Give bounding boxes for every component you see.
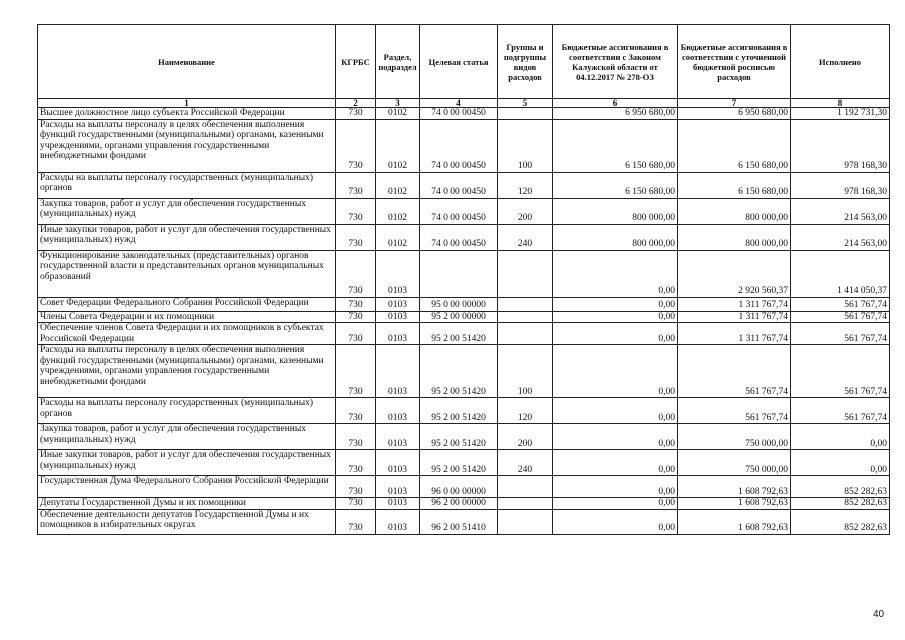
row-group — [498, 297, 553, 311]
row-target: 74 0 00 00450 — [420, 198, 498, 224]
table-row — [38, 172, 890, 198]
row-group — [498, 476, 553, 498]
header-target: Целевая статья — [420, 25, 498, 99]
row-executed: 214 563,00 — [791, 224, 890, 250]
row-target: 96 2 00 00000 — [420, 498, 498, 510]
row-target: 95 2 00 00000 — [420, 311, 498, 323]
row-name: Закупка товаров, работ и услуг для обеспечения государственных (муниципальных) нужд — [38, 198, 336, 224]
row-executed: 1 414 050,37 — [791, 250, 890, 297]
row-executed: 978 168,30 — [791, 119, 890, 172]
page-number: 40 — [873, 609, 885, 620]
row-budget-refined: 1 311 767,74 — [678, 297, 791, 311]
row-section: 0103 — [376, 509, 420, 534]
row-budget-law: 0,00 — [553, 345, 678, 398]
budget-table — [37, 24, 890, 535]
row-budget-law: 0,00 — [553, 509, 678, 534]
row-target: 95 2 00 51420 — [420, 345, 498, 398]
table-row — [38, 311, 890, 323]
row-budget-law: 800 000,00 — [553, 198, 678, 224]
table-row — [38, 224, 890, 250]
row-budget-law: 6 950 680,00 — [553, 108, 678, 120]
column-number: 8 — [791, 99, 890, 108]
row-name: Обеспечение деятельности депутатов Государственной Думы и их помощников в избирательных округах — [38, 509, 336, 534]
row-section: 0103 — [376, 398, 420, 424]
header-section: Раздел, подраздел — [376, 25, 420, 99]
row-executed: 852 282,63 — [791, 509, 890, 534]
header-budget-refined: Бюджетные ассигнования в соответствии с уточненной бюджетной росписью расходов — [678, 25, 791, 99]
row-executed: 978 168,30 — [791, 172, 890, 198]
row-section: 0103 — [376, 311, 420, 323]
row-target: 95 2 00 51420 — [420, 398, 498, 424]
row-name: Обеспечение членов Совета Федерации и их помощников в субъектах Российской Федерации — [38, 323, 336, 345]
row-budget-refined: 561 767,74 — [678, 345, 791, 398]
row-target: 96 2 00 51410 — [420, 509, 498, 534]
row-name: Высшее должностное лицо субъекта Российской Федерации — [38, 108, 336, 120]
row-name: Расходы на выплаты персоналу в целях обеспечения выполнения функций государственными (муниципальными) органами, казенными учреждениями, органами управления государственными внебюджетными фондами — [38, 119, 336, 172]
row-target: 74 0 00 00450 — [420, 108, 498, 120]
header-kgrbs: КГРБС — [336, 25, 376, 99]
column-number-row — [38, 99, 890, 108]
row-target: 74 0 00 00450 — [420, 119, 498, 172]
row-kgrbs: 730 — [336, 311, 376, 323]
row-budget-law: 0,00 — [553, 398, 678, 424]
table-body — [38, 99, 890, 535]
row-group — [498, 250, 553, 297]
row-group: 100 — [498, 345, 553, 398]
table-row — [38, 198, 890, 224]
table-row — [38, 323, 890, 345]
row-kgrbs: 730 — [336, 119, 376, 172]
row-target: 95 2 00 51420 — [420, 450, 498, 476]
row-group — [498, 323, 553, 345]
column-number: 3 — [376, 99, 420, 108]
row-target: 74 0 00 00450 — [420, 224, 498, 250]
row-executed: 852 282,63 — [791, 498, 890, 510]
row-kgrbs: 730 — [336, 297, 376, 311]
row-kgrbs: 730 — [336, 498, 376, 510]
row-target: 95 2 00 51420 — [420, 323, 498, 345]
row-group — [498, 108, 553, 120]
row-target: 95 2 00 51420 — [420, 424, 498, 450]
row-kgrbs: 730 — [336, 345, 376, 398]
column-number: 6 — [553, 99, 678, 108]
row-group: 200 — [498, 198, 553, 224]
row-target — [420, 250, 498, 297]
table-row — [38, 398, 890, 424]
header-row — [38, 25, 890, 99]
row-group — [498, 311, 553, 323]
row-executed: 561 767,74 — [791, 323, 890, 345]
row-section: 0102 — [376, 119, 420, 172]
row-group — [498, 509, 553, 534]
row-kgrbs: 730 — [336, 198, 376, 224]
row-target: 95 0 00 00000 — [420, 297, 498, 311]
row-budget-refined: 2 920 560,37 — [678, 250, 791, 297]
row-section: 0103 — [376, 498, 420, 510]
row-kgrbs: 730 — [336, 509, 376, 534]
row-section: 0102 — [376, 172, 420, 198]
column-number: 5 — [498, 99, 553, 108]
row-executed: 0,00 — [791, 424, 890, 450]
row-budget-refined: 750 000,00 — [678, 450, 791, 476]
table-row — [38, 345, 890, 398]
row-budget-law: 800 000,00 — [553, 224, 678, 250]
row-budget-law: 0,00 — [553, 311, 678, 323]
row-budget-law: 0,00 — [553, 424, 678, 450]
row-budget-refined: 1 608 792,63 — [678, 498, 791, 510]
row-budget-law: 0,00 — [553, 476, 678, 498]
row-name: Депутаты Государственной Думы и их помощники — [38, 498, 336, 510]
row-name: Расходы на выплаты персоналу в целях обеспечения выполнения функций государственными (муниципальными) органами, казенными учреждениями, органами управления государственными внебюджетными фондами — [38, 345, 336, 398]
row-section: 0103 — [376, 250, 420, 297]
row-budget-refined: 750 000,00 — [678, 424, 791, 450]
row-budget-law: 0,00 — [553, 323, 678, 345]
row-kgrbs: 730 — [336, 250, 376, 297]
row-kgrbs: 730 — [336, 476, 376, 498]
row-section: 0103 — [376, 424, 420, 450]
row-section: 0103 — [376, 297, 420, 311]
row-section: 0103 — [376, 450, 420, 476]
row-name: Члены Совета Федерации и их помощники — [38, 311, 336, 323]
row-budget-refined: 1 311 767,74 — [678, 311, 791, 323]
row-name: Расходы на выплаты персоналу государственных (муниципальных) органов — [38, 398, 336, 424]
row-executed: 561 767,74 — [791, 398, 890, 424]
row-name: Функционирование законодательных (представительных) органов государственной власти и представительных органов муниципальных образований — [38, 250, 336, 297]
row-name: Закупка товаров, работ и услуг для обеспечения государственных (муниципальных) нужд — [38, 424, 336, 450]
row-budget-refined: 800 000,00 — [678, 224, 791, 250]
row-section: 0103 — [376, 323, 420, 345]
row-name: Расходы на выплаты персоналу государственных (муниципальных) органов — [38, 172, 336, 198]
row-budget-refined: 6 950 680,00 — [678, 108, 791, 120]
header-executed: Исполнено — [791, 25, 890, 99]
row-group: 100 — [498, 119, 553, 172]
row-executed: 852 282,63 — [791, 476, 890, 498]
row-name: Иные закупки товаров, работ и услуг для обеспечения государственных (муниципальных) нужд — [38, 450, 336, 476]
table-row — [38, 476, 890, 498]
table-row — [38, 108, 890, 120]
row-executed: 561 767,74 — [791, 311, 890, 323]
row-budget-refined: 1 608 792,63 — [678, 476, 791, 498]
row-section: 0102 — [376, 108, 420, 120]
row-group: 120 — [498, 172, 553, 198]
row-group — [498, 498, 553, 510]
row-kgrbs: 730 — [336, 224, 376, 250]
header-budget-law: Бюджетные ассигнования в соответствии с Законом Калужской области от 04.12.2017 № 278-ОЗ — [553, 25, 678, 99]
row-budget-law: 0,00 — [553, 297, 678, 311]
row-target: 74 0 00 00450 — [420, 172, 498, 198]
row-budget-refined: 1 608 792,63 — [678, 509, 791, 534]
row-section: 0102 — [376, 198, 420, 224]
row-kgrbs: 730 — [336, 108, 376, 120]
row-section: 0103 — [376, 476, 420, 498]
row-executed: 0,00 — [791, 450, 890, 476]
header-name: Наименование — [38, 25, 336, 99]
row-budget-law: 0,00 — [553, 498, 678, 510]
row-budget-law: 0,00 — [553, 450, 678, 476]
row-executed: 1 192 731,30 — [791, 108, 890, 120]
row-executed: 561 767,74 — [791, 345, 890, 398]
row-budget-refined: 561 767,74 — [678, 398, 791, 424]
row-name: Иные закупки товаров, работ и услуг для обеспечения государственных (муниципальных) нужд — [38, 224, 336, 250]
row-budget-refined: 6 150 680,00 — [678, 119, 791, 172]
table-row — [38, 450, 890, 476]
row-budget-law: 0,00 — [553, 250, 678, 297]
row-budget-refined: 1 311 767,74 — [678, 323, 791, 345]
row-name: Государственная Дума Федерального Собрания Российской Федерации — [38, 476, 336, 498]
header-groups: Группы и подгруппы видов расходов — [498, 25, 553, 99]
table-row — [38, 509, 890, 534]
row-group: 240 — [498, 224, 553, 250]
row-kgrbs: 730 — [336, 450, 376, 476]
table-row — [38, 498, 890, 510]
table-row — [38, 119, 890, 172]
row-executed: 214 563,00 — [791, 198, 890, 224]
row-budget-law: 6 150 680,00 — [553, 172, 678, 198]
row-section: 0103 — [376, 345, 420, 398]
column-number: 2 — [336, 99, 376, 108]
row-group: 240 — [498, 450, 553, 476]
row-section: 0102 — [376, 224, 420, 250]
row-name: Совет Федерации Федерального Собрания Российской Федерации — [38, 297, 336, 311]
row-executed: 561 767,74 — [791, 297, 890, 311]
row-kgrbs: 730 — [336, 424, 376, 450]
table-row — [38, 250, 890, 297]
column-number: 4 — [420, 99, 498, 108]
row-budget-refined: 800 000,00 — [678, 198, 791, 224]
row-group: 120 — [498, 398, 553, 424]
row-budget-refined: 6 150 680,00 — [678, 172, 791, 198]
column-number: 7 — [678, 99, 791, 108]
row-kgrbs: 730 — [336, 323, 376, 345]
row-group: 200 — [498, 424, 553, 450]
row-kgrbs: 730 — [336, 398, 376, 424]
table-row — [38, 424, 890, 450]
table-row — [38, 297, 890, 311]
row-budget-law: 6 150 680,00 — [553, 119, 678, 172]
row-kgrbs: 730 — [336, 172, 376, 198]
column-number: 1 — [38, 99, 336, 108]
row-target: 96 0 00 00000 — [420, 476, 498, 498]
